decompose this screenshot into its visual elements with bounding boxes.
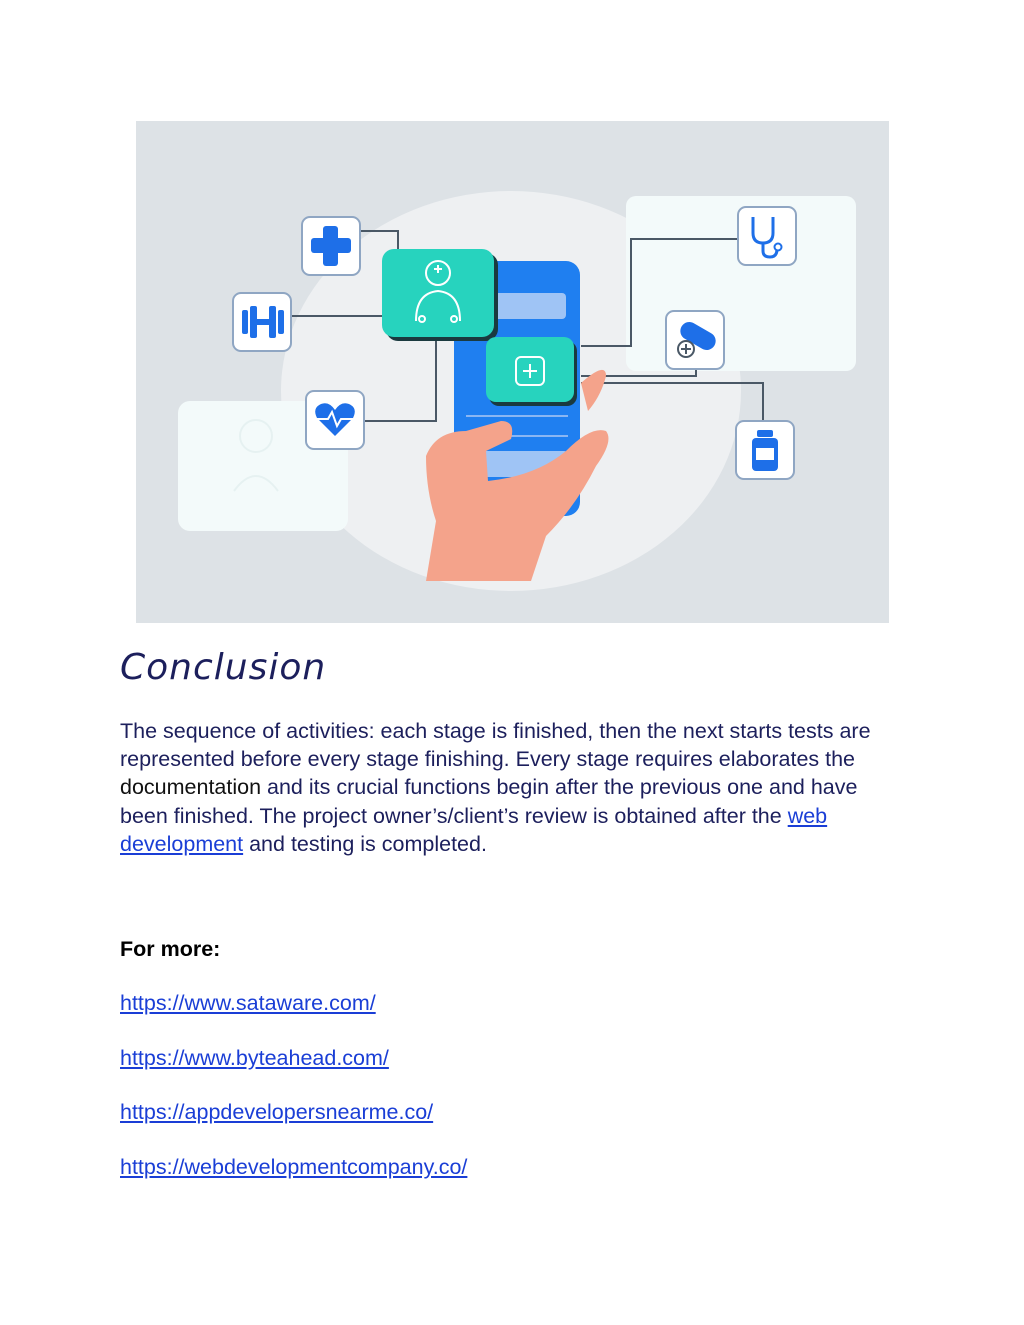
for-more-label: For more: xyxy=(120,937,221,961)
conclusion-paragraph xyxy=(120,717,910,858)
pill-icon xyxy=(666,311,724,369)
list-item xyxy=(120,1155,467,1210)
link-sataware[interactable]: https://www.sataware.com/ xyxy=(120,991,376,1015)
paragraph-text: and testing is completed. xyxy=(243,831,487,856)
list-item xyxy=(120,991,467,1046)
link-byteahead[interactable]: https://www.byteahead.com/ xyxy=(120,1045,389,1070)
medical-cross-icon xyxy=(302,217,360,275)
documentation-word: documentation xyxy=(120,775,262,800)
add-box-icon xyxy=(486,337,577,406)
link-webdevelopmentcompany[interactable]: https://webdevelopmentcompany.co/ xyxy=(120,1154,468,1179)
link-appdevelopersnearme[interactable]: https://appdevelopersnearme.co/ xyxy=(120,1100,434,1124)
dumbbell-icon xyxy=(233,293,291,351)
web-development-link[interactable]: web development xyxy=(120,803,828,856)
heart-pulse-icon xyxy=(306,391,364,449)
medicine-bottle-icon xyxy=(736,421,794,479)
paragraph-text: and its crucial functions begin after the previous one and have been finished. The project owner’s/client’s review is obtained after the xyxy=(120,775,858,828)
stethoscope-icon xyxy=(738,207,796,265)
page-title: Conclusion xyxy=(120,647,327,688)
list-item xyxy=(120,1046,467,1101)
list-item xyxy=(120,1100,467,1155)
paragraph-text: The sequence of activities: each stage is finished, then the next starts tests are represented before every stage finishing. Every stage requires elaborates the xyxy=(120,719,871,772)
healthcare-app-illustration xyxy=(136,121,889,623)
reference-links xyxy=(120,991,467,1209)
doctor-icon xyxy=(382,249,498,341)
